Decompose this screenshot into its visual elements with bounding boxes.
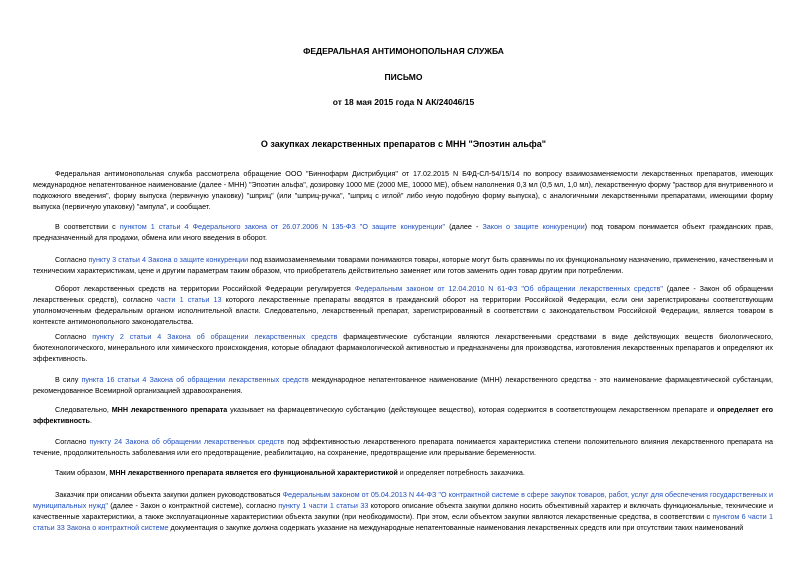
legal-reference-link[interactable]: Федеральным законом от 12.04.2010 N 61-ФЗ "Об обращении лекарственных средств"	[354, 284, 663, 293]
paragraph-4	[33, 283, 773, 327]
legal-reference-link[interactable]: пункту 2 статьи 4 Закона об обращении лекарственных средств	[92, 332, 338, 341]
paragraph-8	[33, 436, 773, 458]
doc-type-heading: ПИСЬМО	[384, 72, 423, 82]
body-text: Согласно	[55, 255, 89, 264]
legal-reference-link[interactable]: Закон о защите конкуренции	[482, 222, 585, 231]
emphasis-text: МНН лекарственного препарата является его функциональной характеристикой	[109, 468, 398, 477]
paragraph-7	[33, 404, 773, 426]
body-text: документация о закупке должна содержать указание на международные непатентованные наименования лекарственных средств или при отсутствии таких наименований	[168, 523, 744, 532]
legal-reference-link[interactable]: пунктом 1 статьи 4 Федерального закона от 26.07.2006 N 135-ФЗ "О защите конкуренции"	[119, 222, 446, 231]
legal-reference-link[interactable]: пункта 16 статьи 4 Закона об обращении лекарственных средств	[81, 375, 309, 384]
body-text: фармацевтические субстанции являются лекарственными средствами в виде действующих веществ биологического, биотехнологического, минерального или химического происхождения, которые обладают фармакологической активностью и предназначены для производства, изготовления лекарственных препаратов и определяют их эффективность.	[33, 332, 774, 363]
emphasis-text: МНН лекарственного препарата	[111, 405, 228, 414]
body-text: международное непатентованное наименование (МНН) лекарственного средства - это наименование фармацевтической субстанции, рекомендованное Всемирной организацией здравоохранения.	[33, 375, 773, 395]
body-text: Таким образом,	[55, 468, 110, 477]
body-text: под взаимозаменяемыми товарами понимаются товары, которые могут быть сравнимы по их функциональному назначению, применению, качественным и техническим характеристикам, цене и другим параметрам таким образом, что приобретатель действительно заменяет или готов заменить один товар другим при потреблении.	[33, 255, 774, 275]
paragraph-3	[33, 254, 773, 276]
paragraph-1	[33, 168, 773, 212]
legal-reference-link[interactable]: Федеральным законом от 05.04.2013 N 44-ФЗ "О контрактной системе в сфере закупок товаров, работ, услуг для обеспечения государственных и муниципальных нужд"	[33, 490, 773, 510]
paragraph-2	[33, 221, 773, 243]
legal-reference-link[interactable]: пункту 3 статьи 4 Закона о защите конкуренции	[88, 255, 249, 264]
body-text: которого лекарственные препараты вводятся в гражданский оборот на территории Российской Федерации, если они зарегистрированы соответствующим уполномоченным федеральным органом исполнительной власти. Следовательно, лекарственный препарат, зарегистрированный в соответствии с законодательством Российской Федерации, является товаром в контексте антимонопольного законодательства.	[33, 295, 773, 326]
body-text: Федеральная антимонопольная служба рассмотрела обращение ООО "Биннофарм Дистрибуция" от 17.02.2015 N БФД-СЛ-54/15/14 по вопросу взаимозаменяемости лекарственных препаратов, имеющих международное непатентованное наименование (далее - МНН) "Эпоэтин альфа", дозировку 1000 МЕ (2000 МЕ, 10000 МЕ), объем наполнения 0,3 мл (0,5 мл, 1,0 мл), лекарственную форму "раствор для внутривенного и подкожного введения", форму выпуска (первичную упаковку) "шприц" (или "шприц-ручка", "шприц с иглой" либо иную подобную форму выпуска), с аналогичными лекарственными препаратами, имеющими форму выпуска (первичную упаковку) "ампула", и сообщает.	[33, 169, 773, 211]
paragraph-10	[33, 489, 773, 533]
body-text: которого описание объекта закупки должно носить объективный характер и включать функциональные, технические и качественные характеристики, а также эксплуатационные характеристики объекта закупки (при необходимости). При этом, если объектом закупки являются лекарственные средства, в соответствии с	[33, 501, 773, 521]
legal-reference-link[interactable]: части 1 статьи 13	[156, 295, 222, 304]
body-text: (далее -	[445, 222, 483, 231]
body-text: В соответствии с	[55, 222, 120, 231]
body-text: под эффективностью лекарственного препарата понимается характеристика степени положительного влияния лекарственного препарата на течение, продолжительность заболевания или его предотвращение, реабилитацию, на сохранение, предотвращение или прерывание беременности.	[33, 437, 773, 457]
body-text: ) под товаром понимается объект гражданских прав, предназначенный для продажи, обмена или иного введения в оборот.	[33, 222, 773, 242]
body-text: В силу	[55, 375, 82, 384]
body-text: и определяет потребность заказчика.	[397, 468, 525, 477]
paragraph-9	[33, 467, 773, 478]
body-text: Заказчик при описании объекта закупки должен руководствоваться	[55, 490, 283, 499]
legal-reference-link[interactable]: пунктом 6 части 1 статьи 33 Закона о контрактной системе	[33, 512, 773, 532]
date-number-heading: от 18 мая 2015 года N АК/24046/15	[332, 97, 475, 107]
legal-reference-link[interactable]: пункту 1 части 1 статьи 33	[278, 501, 369, 510]
body-text: Следовательно,	[55, 405, 112, 414]
emphasis-text: определяет его эффективность	[33, 405, 773, 425]
legal-reference-link[interactable]: пункту 24 Закона об обращении лекарственных средств	[89, 437, 285, 446]
body-text: (далее - Закон об обращении лекарственных средств), согласно	[33, 284, 774, 304]
body-text: .	[89, 416, 92, 425]
body-text: указывает на фармацевтическую субстанцию (действующее вещество), которая содержится в соответствующем лекарственном препарате и	[227, 405, 718, 414]
body-text: (далее - Закон о контрактной системе), согласно	[107, 501, 279, 510]
paragraph-6	[33, 374, 773, 396]
subject-heading: О закупках лекарственных препаратов с МНН "Эпоэтин альфа"	[260, 139, 547, 149]
body-text: Оборот лекарственных средств на территории Российской Федерации регулируется	[55, 284, 355, 293]
agency-heading: ФЕДЕРАЛЬНАЯ АНТИМОНОПОЛЬНАЯ СЛУЖБА	[303, 46, 504, 56]
paragraph-5	[33, 331, 773, 364]
body-text: Согласно	[55, 332, 93, 341]
body-text: Согласно	[55, 437, 90, 446]
